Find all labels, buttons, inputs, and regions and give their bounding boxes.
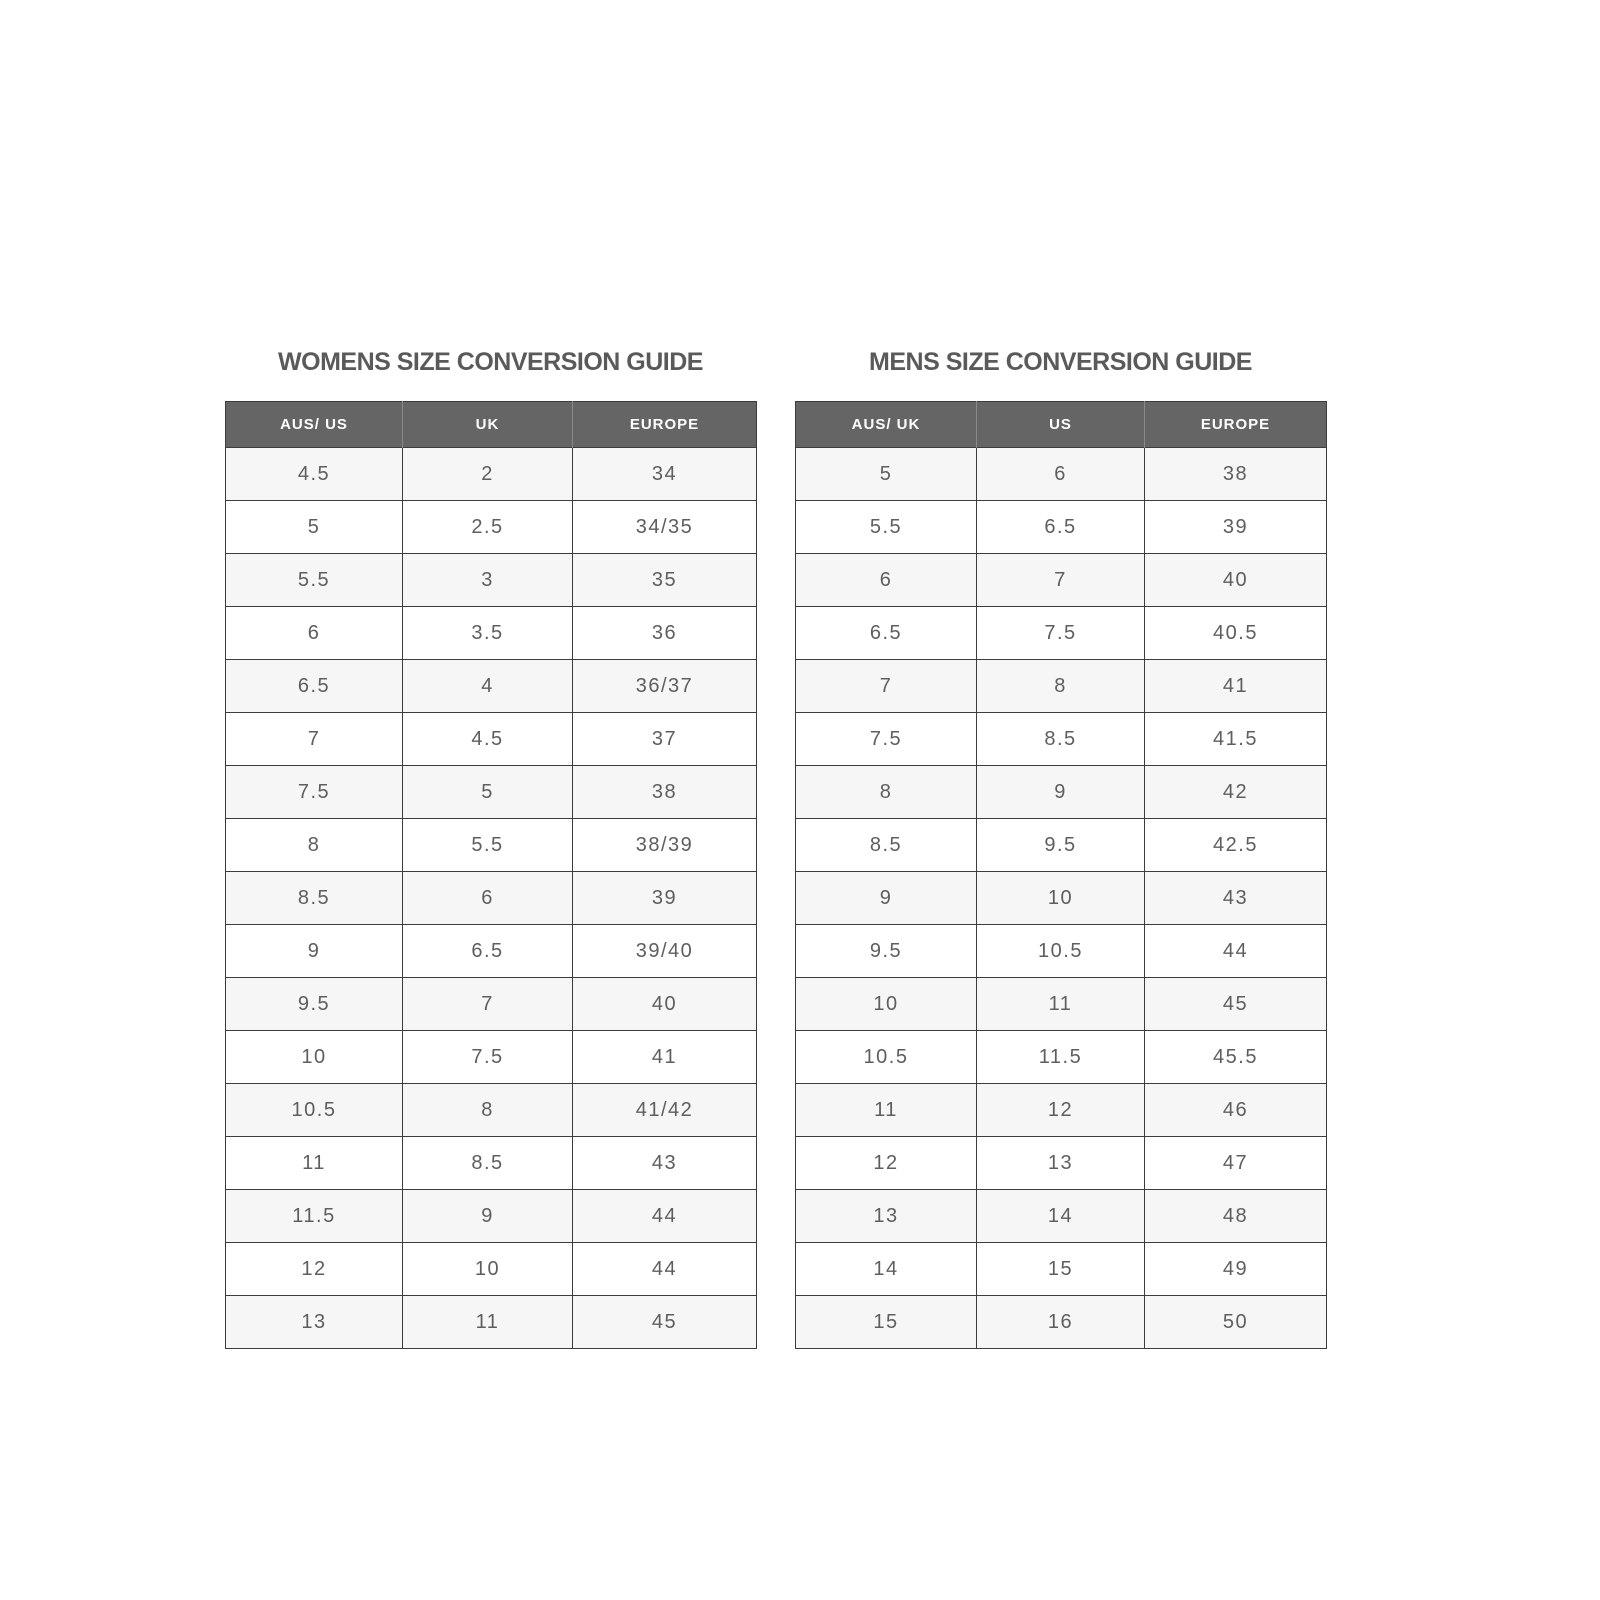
table-row [226,713,757,766]
table-cell: 40.5 [1145,607,1327,660]
table-cell: 40 [573,978,757,1031]
table-row [796,925,1327,978]
table-row [226,1137,757,1190]
table-cell: 8.5 [796,819,977,872]
table-row [226,501,757,554]
table-row [796,1137,1327,1190]
table-cell: 10 [403,1243,573,1296]
table-row [796,713,1327,766]
table-cell: 42 [1145,766,1327,819]
table-row [796,554,1327,607]
mens-guide-title: MENS SIZE CONVERSION GUIDE [869,348,1252,376]
table-cell: 45 [573,1296,757,1349]
table-cell: 41.5 [1145,713,1327,766]
table-cell: 5 [226,501,403,554]
table-cell: 50 [1145,1296,1327,1349]
column-header: US [977,402,1145,448]
table-cell: 13 [226,1296,403,1349]
table-row [226,1243,757,1296]
table-cell: 11 [403,1296,573,1349]
table-row [796,1243,1327,1296]
table-cell: 36 [573,607,757,660]
table-row [226,554,757,607]
table-cell: 10.5 [977,925,1145,978]
table-cell: 9.5 [977,819,1145,872]
table-cell: 38/39 [573,819,757,872]
table-cell: 10.5 [796,1031,977,1084]
table-cell: 6.5 [796,607,977,660]
table-row [226,1190,757,1243]
table-cell: 8.5 [403,1137,573,1190]
table-cell: 46 [1145,1084,1327,1137]
table-row [226,448,757,501]
table-cell: 7 [796,660,977,713]
table-cell: 7 [226,713,403,766]
table-cell: 13 [977,1137,1145,1190]
mens-size-guide [795,344,1326,1349]
table-cell: 10 [977,872,1145,925]
table-cell: 48 [1145,1190,1327,1243]
table-cell: 41 [573,1031,757,1084]
table-cell: 7 [403,978,573,1031]
table-cell: 9 [226,925,403,978]
table-cell: 11.5 [226,1190,403,1243]
table-cell: 47 [1145,1137,1327,1190]
table-cell: 2 [403,448,573,501]
table-cell: 8 [226,819,403,872]
table-row [796,978,1327,1031]
table-cell: 10.5 [226,1084,403,1137]
table-row [796,819,1327,872]
table-row [226,1084,757,1137]
table-cell: 14 [796,1243,977,1296]
table-cell: 3 [403,554,573,607]
table-cell: 11 [796,1084,977,1137]
table-cell: 16 [977,1296,1145,1349]
table-cell: 49 [1145,1243,1327,1296]
table-cell: 9 [977,766,1145,819]
table-row [226,660,757,713]
table-cell: 8.5 [977,713,1145,766]
table-cell: 5.5 [403,819,573,872]
table-cell: 34 [573,448,757,501]
table-cell: 4.5 [226,448,403,501]
table-row [226,607,757,660]
table-row [226,925,757,978]
table-cell: 39 [1145,501,1327,554]
column-header: EUROPE [573,402,757,448]
table-cell: 42.5 [1145,819,1327,872]
mens-size-table [795,401,1327,1349]
table-row [796,660,1327,713]
table-row [226,1031,757,1084]
table-cell: 39 [573,872,757,925]
table-cell: 2.5 [403,501,573,554]
table-row [226,819,757,872]
table-cell: 9 [403,1190,573,1243]
table-cell: 7.5 [403,1031,573,1084]
table-cell: 44 [1145,925,1327,978]
table-cell: 6 [403,872,573,925]
table-cell: 41/42 [573,1084,757,1137]
table-cell: 35 [573,554,757,607]
table-cell: 36/37 [573,660,757,713]
table-cell: 8 [403,1084,573,1137]
table-row [796,1296,1327,1349]
table-cell: 8.5 [226,872,403,925]
table-cell: 7.5 [226,766,403,819]
table-cell: 5 [403,766,573,819]
table-row [796,1031,1327,1084]
table-cell: 44 [573,1243,757,1296]
table-cell: 9.5 [226,978,403,1031]
table-cell: 7.5 [977,607,1145,660]
table-row [796,872,1327,925]
table-row [226,872,757,925]
womens-size-guide [225,344,756,1349]
table-cell: 11 [977,978,1145,1031]
table-cell: 45 [1145,978,1327,1031]
table-cell: 14 [977,1190,1145,1243]
table-cell: 8 [796,766,977,819]
table-row [796,766,1327,819]
table-row [796,501,1327,554]
table-cell: 38 [573,766,757,819]
table-row [226,766,757,819]
table-cell: 10 [796,978,977,1031]
table-cell: 11.5 [977,1031,1145,1084]
column-header: UK [403,402,573,448]
table-row [796,448,1327,501]
table-cell: 12 [796,1137,977,1190]
table-cell: 10 [226,1031,403,1084]
column-header: EUROPE [1145,402,1327,448]
table-cell: 8 [977,660,1145,713]
table-cell: 4.5 [403,713,573,766]
womens-size-table [225,401,757,1349]
table-cell: 7 [977,554,1145,607]
table-cell: 12 [977,1084,1145,1137]
mens-table-body [796,448,1327,1349]
table-cell: 9 [796,872,977,925]
table-cell: 39/40 [573,925,757,978]
table-cell: 5 [796,448,977,501]
table-cell: 6.5 [403,925,573,978]
table-cell: 6 [796,554,977,607]
table-cell: 5.5 [226,554,403,607]
table-row [226,1296,757,1349]
table-cell: 9.5 [796,925,977,978]
table-cell: 37 [573,713,757,766]
table-cell: 38 [1145,448,1327,501]
table-row [796,607,1327,660]
table-cell: 15 [796,1296,977,1349]
table-cell: 13 [796,1190,977,1243]
table-cell: 43 [1145,872,1327,925]
table-row [796,1084,1327,1137]
table-cell: 11 [226,1137,403,1190]
table-cell: 6.5 [977,501,1145,554]
table-cell: 43 [573,1137,757,1190]
table-cell: 41 [1145,660,1327,713]
table-cell: 7.5 [796,713,977,766]
table-header-row [226,402,757,448]
column-header: AUS/ UK [796,402,977,448]
womens-table-body [226,448,757,1349]
table-cell: 12 [226,1243,403,1296]
table-cell: 44 [573,1190,757,1243]
womens-guide-title: WOMENS SIZE CONVERSION GUIDE [278,348,703,376]
table-cell: 5.5 [796,501,977,554]
table-cell: 3.5 [403,607,573,660]
table-cell: 34/35 [573,501,757,554]
table-cell: 45.5 [1145,1031,1327,1084]
table-cell: 15 [977,1243,1145,1296]
table-cell: 4 [403,660,573,713]
column-header: AUS/ US [226,402,403,448]
table-row [226,978,757,1031]
table-cell: 6.5 [226,660,403,713]
table-cell: 40 [1145,554,1327,607]
table-cell: 6 [226,607,403,660]
table-header-row [796,402,1327,448]
table-cell: 6 [977,448,1145,501]
table-row [796,1190,1327,1243]
